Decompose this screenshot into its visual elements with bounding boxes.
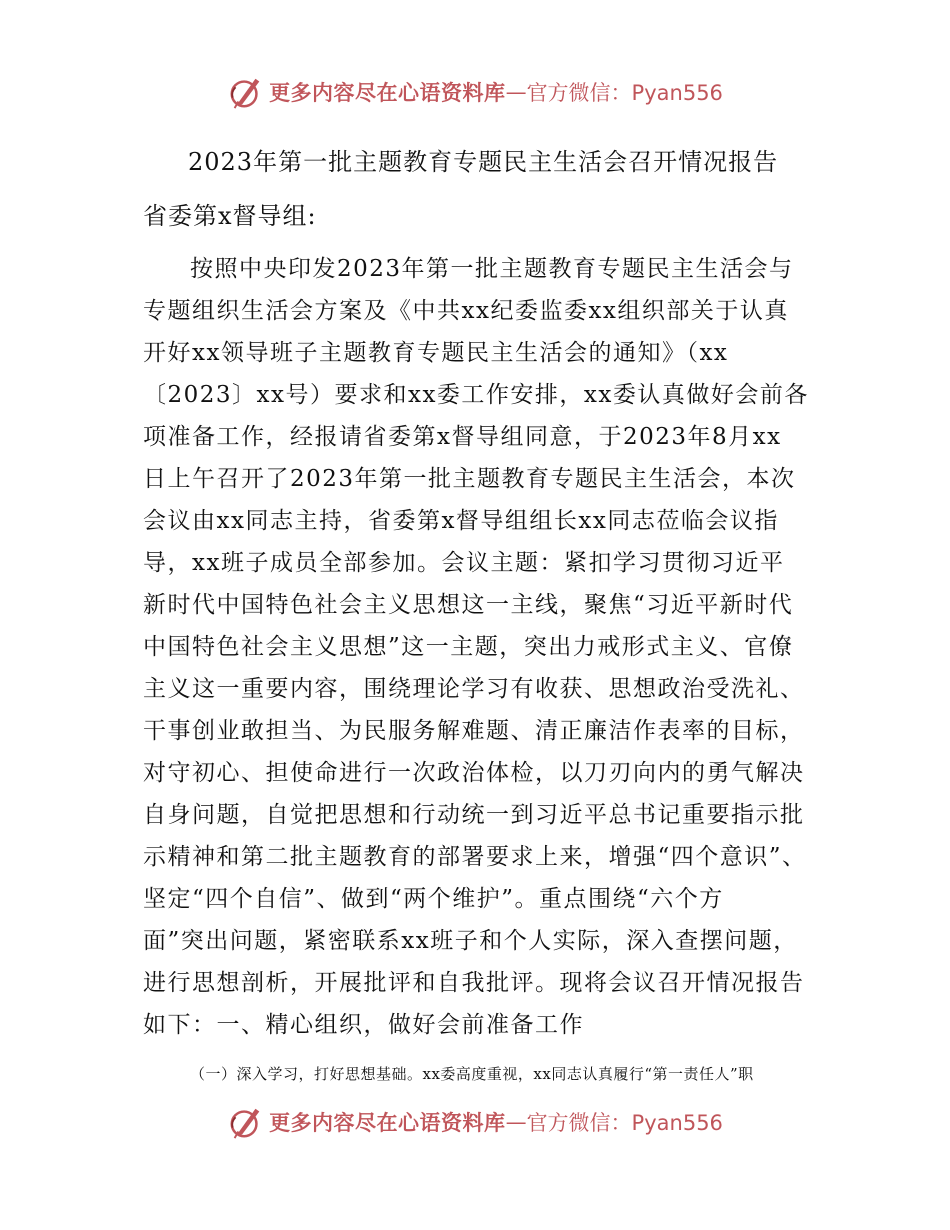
body-line: 干事创业敢担当、为民服务解难题、清正廉洁作表率的目标， (143, 718, 805, 744)
body-line: 〔2023〕xx号）要求和xx委工作安排，xx委认真做好会前各 (143, 382, 809, 408)
body-line: 主义这一重要内容，围绕理论学习有收获、思想政治受洗礼、 (143, 676, 805, 702)
footnote-line: （一）深入学习，打好思想基础。xx委高度重视，xx同志认真履行“第一责任人”职 (190, 1065, 754, 1083)
quill-pen-icon (227, 1103, 265, 1141)
body-line: 面”突出问题，紧密联系xx班子和个人实际，深入查摆问题， (143, 928, 798, 954)
document-title: 2023年第一批主题教育专题民主生活会召开情况报告 (188, 148, 779, 176)
body-line: 按照中央印发2023年第一批主题教育专题民主生活会与 (190, 256, 794, 282)
body-line: 导，xx班子成员全部参加。会议主题：紧扣学习贯彻习近平 (143, 550, 785, 576)
body-line: 日上午召开了2023年第一批主题教育专题民主生活会，本次 (143, 466, 796, 492)
body-line: 中国特色社会主义思想”这一主题，突出力戒形式主义、官僚 (143, 634, 794, 660)
body-line: 对守初心、担使命进行一次政治体检，以刀刃向内的勇气解决 (143, 760, 805, 786)
quill-pen-icon (227, 73, 265, 111)
body-line: 项准备工作，经报请省委第x督导组同意，于2023年8月xx (143, 424, 782, 450)
banner-contact: 官方微信：Pyan556 (526, 81, 723, 105)
banner-separator: — (505, 1110, 527, 1134)
salutation: 省委第x督导组: (143, 202, 317, 230)
banner-separator: — (505, 80, 527, 104)
body-line: 坚定“四个自信”、做到“两个维护”。重点围绕“六个方 (143, 886, 724, 912)
body-line: 自身问题，自觉把思想和行动统一到习近平总书记重要指示批 (143, 802, 805, 828)
banner-slogan: 更多内容尽在心语资料库 (269, 81, 506, 105)
header-banner (0, 72, 950, 112)
body-line: 会议由xx同志主持，省委第x督导组组长xx同志莅临会议指 (143, 508, 779, 534)
body-line: 进行思想剖析，开展批评和自我批评。现将会议召开情况报告 (143, 970, 805, 996)
body-line: 新时代中国特色社会主义思想这一主线，聚焦“习近平新时代 (143, 592, 794, 618)
body-line: 如下：一、精心组织，做好会前准备工作 (143, 1012, 584, 1038)
banner-slogan: 更多内容尽在心语资料库 (269, 1111, 506, 1135)
footer-banner (0, 1102, 950, 1142)
banner-contact: 官方微信：Pyan556 (526, 1111, 723, 1135)
body-line: 专题组织生活会方案及《中共xx纪委监委xx组织部关于认真 (143, 298, 789, 324)
body-line: 开好xx领导班子主题教育专题民主生活会的通知》（xx (143, 340, 729, 366)
body-line: 示精神和第二批主题教育的部署要求上来，增强“四个意识”、 (143, 844, 807, 870)
